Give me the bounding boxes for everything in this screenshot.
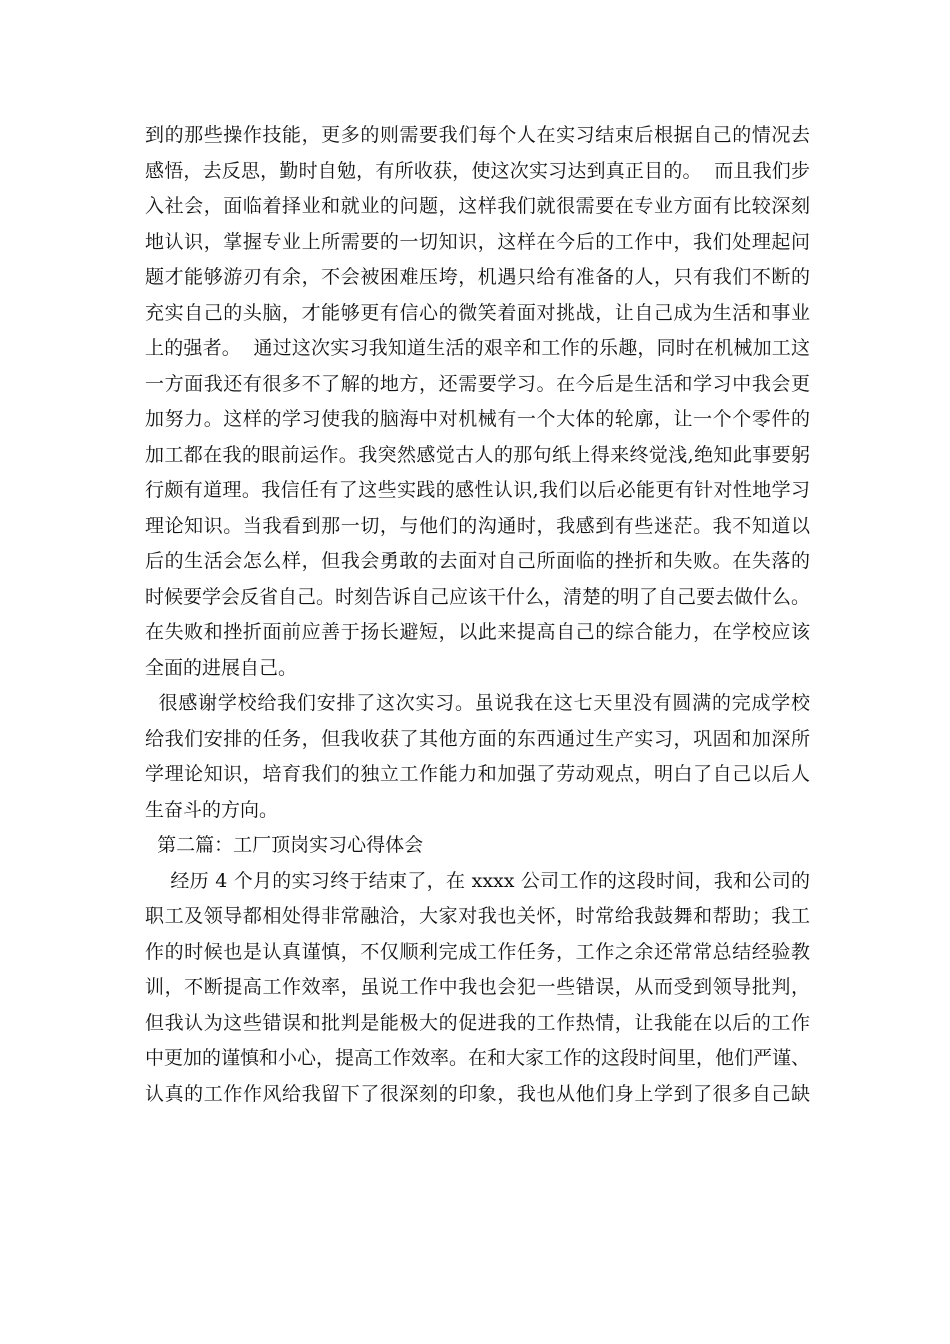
text-line: 给我们安排的任务，但我收获了其他方面的东西通过生产实习，巩固和加深所 <box>145 727 810 750</box>
text-line: 地认识，掌握专业上所需要的一切知识，这样在今后的工作中，我们处理起问 <box>145 230 810 253</box>
text-line: 入社会，面临着择业和就业的问题，这样我们就很需要在专业方面有比较深刻 <box>145 195 810 217</box>
text-line: 上的强者。 通过这次实习我知道生活的艰辛和工作的乐趣，同时在机械加工这 <box>145 337 810 359</box>
body-text <box>145 118 810 1112</box>
text-line: 在失败和挫折面前应善于扬长避短，以此来提高自己的综合能力，在学校应该 <box>145 621 810 643</box>
text-line: 理论知识。当我看到那一切，与他们的沟通时，我感到有些迷茫。我不知道以 <box>145 514 810 537</box>
text-line: 学理论知识，培育我们的独立工作能力和加强了劳动观点，明白了自己以后人 <box>145 763 810 785</box>
text-line: 职工及领导都相处得非常融洽，大家对我也关怀，时常给我鼓舞和帮助；我工 <box>145 905 810 927</box>
text-line: 题才能够游刃有余，不会被困难压垮，机遇只给有准备的人，只有我们不断的 <box>145 266 810 288</box>
text-line: 时候要学会反省自己。时刻告诉自己应该干什么，清楚的明了自己要去做什么。 <box>145 585 810 608</box>
text-line: 到的那些操作技能，更多的则需要我们每个人在实习结束后根据自己的情况去 <box>145 124 810 146</box>
text-line: 中更加的谨慎和小心，提高工作效率。在和大家工作的这段时间里，他们严谨、 <box>145 1047 810 1069</box>
text-line: 一方面我还有很多不了解的地方，还需要学习。在今后是生活和学习中我会更 <box>145 372 810 395</box>
text-line: 训，不断提高工作效率，虽说工作中我也会犯一些错误，从而受到领导批判， <box>145 976 810 998</box>
text-line: 加努力。这样的学习使我的脑海中对机械有一个大体的轮廓，让一个个零件的 <box>145 408 810 430</box>
text-line: 充实自己的头脑，才能够更有信心的微笑着面对挑战，让自己成为生活和事业 <box>145 301 810 324</box>
text-line: 经历 4 个月的实习终于结束了，在 xxxx 公司工作的这段时间，我和公司的 <box>145 869 810 892</box>
text-line: 全面的进展自己。 <box>145 656 298 679</box>
text-line: 后的生活会怎么样，但我会勇敢的去面对自己所面临的挫折和失败。在失落的 <box>145 550 810 572</box>
text-line: 感悟，去反思，勤时自勉，有所收获，使这次实习达到真正目的。 而且我们步 <box>145 159 810 182</box>
text-line: 行颇有道理。我信任有了这些实践的感性认识,我们以后必能更有针对性地学习 <box>145 479 810 501</box>
text-line: 认真的工作作风给我留下了很深刻的印象，我也从他们身上学到了很多自己缺 <box>145 1082 810 1105</box>
text-line: 但我认为这些错误和批判是能极大的促进我的工作热情，让我能在以后的工作 <box>145 1011 810 1034</box>
text-line: 生奋斗的方向。 <box>145 798 279 821</box>
text-line: 加工都在我的眼前运作。我突然感觉古人的那句纸上得来终觉浅,绝知此事要躬 <box>145 443 810 466</box>
text-line: 作的时候也是认真谨慎，不仅顺利完成工作任务，工作之余还常常总结经验教 <box>145 940 810 963</box>
text-line: 很感谢学校给我们安排了这次实习。虽说我在这七天里没有圆满的完成学校 <box>145 692 810 714</box>
section-heading: 第二篇：工厂顶岗实习心得体会 <box>145 834 424 856</box>
